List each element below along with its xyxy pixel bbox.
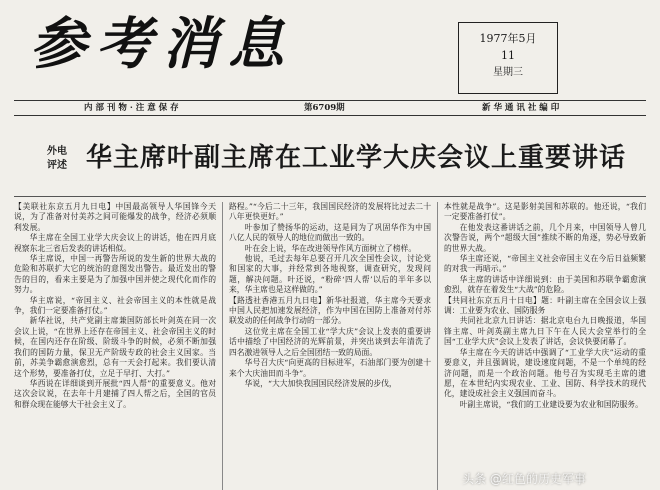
article-paragraph: 华西说在详细谈到开展批“四人帮”的重要意义。他对这次会议说，在去年十月建捕了四人帮之后，全国的官员和群众现在能够大干社会主义了。 (14, 378, 216, 409)
masthead-info-bar (14, 100, 646, 116)
article-paragraph: 新华社说，共产党副主席兼国防部长叶剑英在同一次会议上说，“在世界上还存在帝国主义、社会帝国主义的时候，在国内还存在阶级、阶级斗争的时候，必须不断加强我们的国防力量，保卫无产阶级专政的社会主义国家。当前，苏美争霸愈演愈烈，总有一天会打起来。我们要认清这个形势，要准备打仗，立足于早打、大打。” (14, 316, 216, 378)
article-paragraph: 华主席还说，“帝国主义社会帝国主义在今后日益频繁的对我一再暗示。” (444, 254, 646, 274)
article-paragraph: 路程。”“今后二十三年，我国国民经济的发展将比过去二十八年更快更好。” (229, 202, 431, 222)
article-paragraph: 【路透社香港五月九日电】新华社报道，华主席今天要求中国人民把加速发展经济，作为中国在国防上准备对付苏联发动的任何战争行动的一部分。 (229, 295, 431, 326)
article-paragraph: 【美联社东京五月九日电】中国最高领导人华国锋今天说，为了准备对付美苏之间可能爆发的战争，经济必须顺利发展。 (14, 202, 216, 232)
article-paragraph: 这位党主席在全国工业“学大庆”会议上发表的重要讲话中描绘了中国经济的光辉前景，并突出谈到去年清洗了四名激进领导人之后全国团结一致的局面。 (229, 326, 431, 357)
article-paragraph: 叶副主席说，“我们的工业建设要为农业和国防服务。 (459, 399, 643, 409)
article-paragraph: 华主席在今天的讲话中强调了“工业学大庆”运动的重要意义，并且强调说，建设速度问题，不是一个单纯的经济问题，而是一个政治问题。他号召为实现毛主席的遗愿，在本世纪内实现农业、工业、国防、科学技术的现代化，建设成社会主义强国而奋斗。 (444, 347, 646, 399)
article-headline: 华主席叶副主席在工业学大庆会议上重要讲话 (86, 143, 627, 173)
date-weekday: 星期三 (493, 67, 523, 78)
issue-number: 第6709期 (304, 103, 345, 113)
column-divider (437, 202, 438, 490)
article-paragraph: 华号召大庆“向更高的目标进军，石油部门要为创建十来个大庆油田而斗争”。 (229, 358, 431, 378)
column-divider (222, 202, 223, 490)
date-year-month: 1977年5月 (479, 32, 537, 45)
headline-divider (14, 196, 646, 197)
article-paragraph: 华主席说，中国一再警告所说的发生新的世界大战的危险和苏联扩大它的统治的意图发出警告。最近发出的警告的目的，看来主要是为了加强中国并使之现代化而作的努力。 (14, 254, 216, 295)
article-paragraph: 本性就是战争”。这是影射美国和苏联的。他还说，“我们一定要准备打仗”。 (444, 202, 646, 222)
publisher-line: 新 华 通 讯 社 编 印 (482, 103, 560, 113)
article-paragraph: 在他发表这番讲话之前，几个月来，中国领导人曾几次警告说，两个“超级大国”推续不断的角逐，势必导致新的世界大战。 (444, 222, 646, 253)
masthead-title: 参考消息 (30, 11, 294, 77)
internal-notice: 内 部 刊 物 · 注 意 保 存 (84, 103, 179, 113)
article-paragraph: 叶在会上说，华在改进领导作风方面树立了榜样。 (244, 243, 417, 253)
article-paragraph: 叶参加了赞扬华的运动，这是同为了巩固华作为中国八亿人民的领导人的地位而做出一致的。 (229, 222, 431, 243)
article-column-2 (229, 202, 431, 490)
article-paragraph: 华主席在全国工业学大庆会议上的讲话，他在四月底视察东北三省后发表的讲话相似。 (14, 233, 216, 253)
article-paragraph: 共同社北京九日讲话：据北京电台九日晚报道，华国锋主席、叶剑英副主席九日下午在人民大会堂举行的全国“工业学大庆”会议上发表了讲话，会议快要闭幕了。 (444, 316, 646, 347)
section-tag-line-1: 外电 (47, 146, 67, 157)
article-paragraph: 【共同社东京五月十日电】题：叶副主席在全国会议上强调：工业要为农业、国防服务 (444, 295, 646, 316)
article-paragraph: 华说，“大大加快我国国民经济发展的步伐， (244, 378, 397, 388)
article-paragraph: 华主席的讲话中详细说到：由于美国和苏联争霸愈演愈烈，就存在着发生“大战”的危险。 (444, 274, 646, 295)
date-day: 11 (501, 49, 515, 62)
article-paragraph: 他说，毛过去每年总要召开几次全国性会议，讨论党和国家的大事，并经常到各地视察，调查研究，发现问题，解决问题。叶还说，“粉碎‘四人帮’以后的半年多以来，华主席也是这样做的。” (229, 254, 431, 295)
section-tag-line-2: 评述 (47, 160, 67, 171)
article-column-3 (444, 202, 646, 490)
article-column-1 (14, 202, 216, 490)
section-tag (40, 145, 74, 173)
date-box (458, 22, 558, 94)
watermark: 头条 @红色的历史军事 (462, 472, 586, 486)
article-paragraph: 华主席说，“帝国主义、社会帝国主义的本性就是战争，我们一定要准备打仗。” (14, 295, 216, 316)
